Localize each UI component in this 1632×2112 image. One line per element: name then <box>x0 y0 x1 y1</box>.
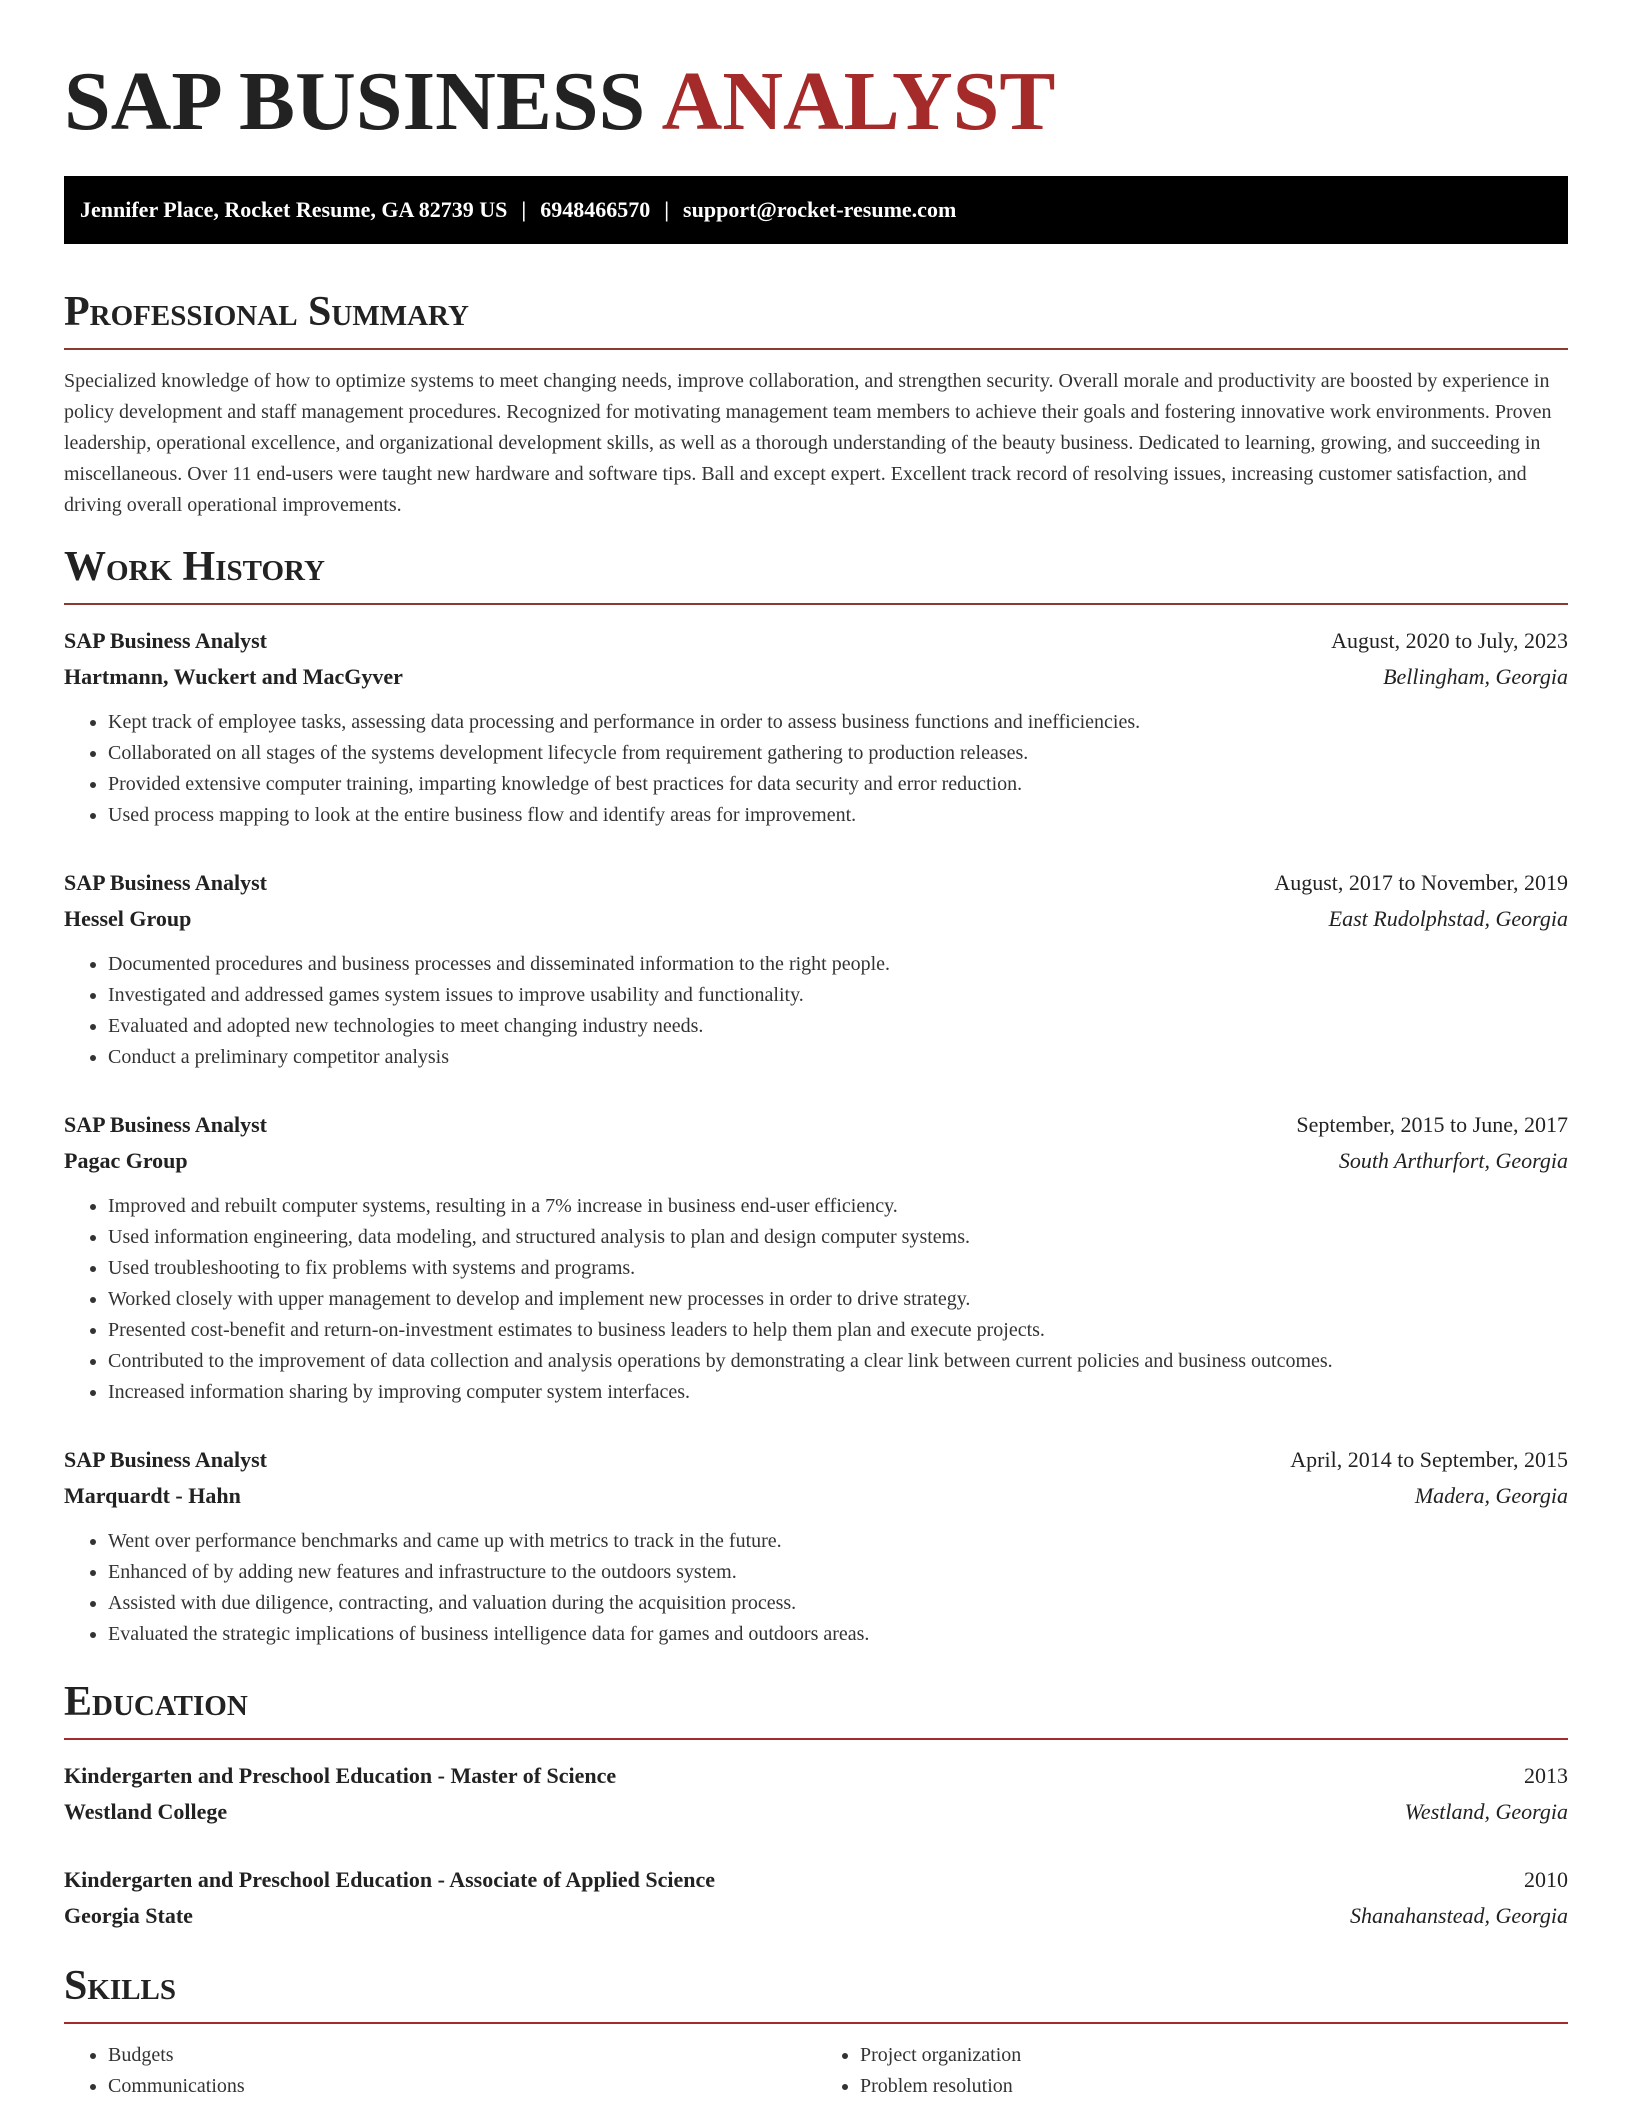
job-location: Bellingham, Georgia <box>1383 664 1568 689</box>
job-company: Hartmann, Wuckert and MacGyver <box>64 664 403 689</box>
job-title: SAP Business Analyst <box>64 1447 267 1472</box>
job-dates: August, 2020 to July, 2023 <box>1331 628 1568 653</box>
job-entry <box>64 1107 1568 1408</box>
education-school: Georgia State <box>64 1903 193 1928</box>
job-bullets <box>64 1526 1568 1650</box>
education-section <box>64 1678 1568 1934</box>
job-company: Pagac Group <box>64 1148 188 1173</box>
job-bullets <box>64 707 1568 831</box>
education-degree: Kindergarten and Preschool Education - Master of Science <box>64 1763 617 1788</box>
education-location: Shanahanstead, Georgia <box>1350 1903 1568 1928</box>
job-location: South Arthurfort, Georgia <box>1338 1148 1568 1173</box>
skills-column-right <box>816 2040 1568 2102</box>
summary-section <box>64 288 1568 521</box>
skill-item: • Budgets <box>108 2040 816 2071</box>
job-bullets <box>64 949 1568 1073</box>
contact-address: Jennifer Place, Rocket Resume, GA 82739 US <box>80 197 508 222</box>
job-entry <box>64 623 1568 831</box>
job-location: Madera, Georgia <box>1414 1483 1568 1508</box>
job-bullet: • Documented procedures and business processes and disseminated information to the right people. <box>108 949 1568 980</box>
job-dates: April, 2014 to September, 2015 <box>1290 1447 1568 1472</box>
education-degree: Kindergarten and Preschool Education - Associate of Applied Science <box>64 1867 716 1892</box>
job-location: East Rudolphstad, Georgia <box>1328 906 1568 931</box>
contact-bar <box>64 176 1568 244</box>
section-divider <box>64 2022 1568 2024</box>
section-divider <box>64 1738 1568 1740</box>
work-heading: Work History <box>64 544 325 590</box>
job-title: SAP Business Analyst <box>64 1112 267 1137</box>
job-bullet: • Used troubleshooting to fix problems with systems and programs. <box>108 1253 1568 1284</box>
job-bullet: • Conduct a preliminary competitor analysis <box>108 1042 1568 1073</box>
contact-phone: 6948466570 <box>540 197 651 222</box>
contact-separator: | <box>521 197 527 222</box>
job-bullet: • Worked closely with upper management to develop and implement new processes in order to drive strategy. <box>108 1284 1568 1315</box>
job-bullet: • Went over performance benchmarks and came up with metrics to track in the future. <box>108 1526 1568 1557</box>
page-title <box>64 52 1568 152</box>
skill-item: • Problem resolution <box>860 2071 1568 2102</box>
education-entry <box>64 1862 1568 1934</box>
job-bullets <box>64 1191 1568 1408</box>
job-dates: September, 2015 to June, 2017 <box>1296 1112 1568 1137</box>
job-bullet: • Assisted with due diligence, contracting, and valuation during the acquisition process. <box>108 1588 1568 1619</box>
section-divider <box>64 348 1568 350</box>
job-bullet: • Collaborated on all stages of the systems development lifecycle from requirement gathering to production releases. <box>108 738 1568 769</box>
contact-separator: | <box>664 197 670 222</box>
job-entry <box>64 865 1568 1073</box>
section-divider <box>64 603 1568 605</box>
job-bullet: • Contributed to the improvement of data collection and analysis operations by demonstrating a clear link between current policies and business outcomes. <box>108 1346 1568 1377</box>
education-year: 2013 <box>1524 1763 1568 1788</box>
job-bullet: • Investigated and addressed games system issues to improve usability and functionality. <box>108 980 1568 1011</box>
work-section <box>64 543 1568 1650</box>
job-entry <box>64 1442 1568 1650</box>
title-part-main: SAP BUSINESS <box>64 55 646 148</box>
job-bullet: • Kept track of employee tasks, assessing data processing and performance in order to assess business functions and inefficiencies. <box>108 707 1568 738</box>
education-location: Westland, Georgia <box>1404 1799 1568 1824</box>
job-bullet: • Used information engineering, data modeling, and structured analysis to plan and design computer systems. <box>108 1222 1568 1253</box>
job-bullet: • Evaluated and adopted new technologies to meet changing industry needs. <box>108 1011 1568 1042</box>
job-bullet: • Enhanced of by adding new features and infrastructure to the outdoors system. <box>108 1557 1568 1588</box>
education-school: Westland College <box>64 1799 228 1824</box>
job-bullet: • Increased information sharing by improving computer system interfaces. <box>108 1377 1568 1408</box>
contact-email: support@rocket-resume.com <box>683 197 957 222</box>
title-part-accent: ANALYST <box>661 55 1056 148</box>
job-company: Hessel Group <box>64 906 192 931</box>
job-bullet: • Presented cost-benefit and return-on-investment estimates to business leaders to help them plan and execute projects. <box>108 1315 1568 1346</box>
skill-item: • Project organization <box>860 2040 1568 2071</box>
education-year: 2010 <box>1524 1867 1568 1892</box>
skills-list <box>64 2040 1568 2102</box>
job-dates: August, 2017 to November, 2019 <box>1274 870 1568 895</box>
skill-item: • Communications <box>108 2071 816 2102</box>
job-bullet: • Evaluated the strategic implications of business intelligence data for games and outdoors areas. <box>108 1619 1568 1650</box>
skills-heading: Skills <box>64 1963 177 2009</box>
summary-text: Specialized knowledge of how to optimize systems to meet changing needs, improve collaboration, and strengthen security. Overall morale and productivity are boosted by experience in policy development and staff management procedures. Recognized for motivating management team members to achieve their goals and fostering innovative work environments. Proven leadership, operational excellence, and organizational development skills, as well as a thorough understanding of the beauty business. Dedicated to learning, growing, and succeeding in miscellaneous. Over 11 end-users were taught new hardware and software tips. Ball and except expert. Excellent track record of resolving issues, increasing customer satisfaction, and driving overall operational improvements. <box>64 370 1552 516</box>
job-title: SAP Business Analyst <box>64 628 267 653</box>
education-entry <box>64 1758 1568 1830</box>
skills-section <box>64 1962 1568 2102</box>
education-heading: Education <box>64 1679 248 1725</box>
job-company: Marquardt - Hahn <box>64 1483 241 1508</box>
job-bullet: • Used process mapping to look at the entire business flow and identify areas for improvement. <box>108 800 1568 831</box>
summary-heading: Professional Summary <box>64 289 469 335</box>
skills-column-left <box>64 2040 816 2102</box>
job-bullet: • Improved and rebuilt computer systems, resulting in a 7% increase in business end-user efficiency. <box>108 1191 1568 1222</box>
job-title: SAP Business Analyst <box>64 870 267 895</box>
job-bullet: • Provided extensive computer training, imparting knowledge of best practices for data security and error reduction. <box>108 769 1568 800</box>
